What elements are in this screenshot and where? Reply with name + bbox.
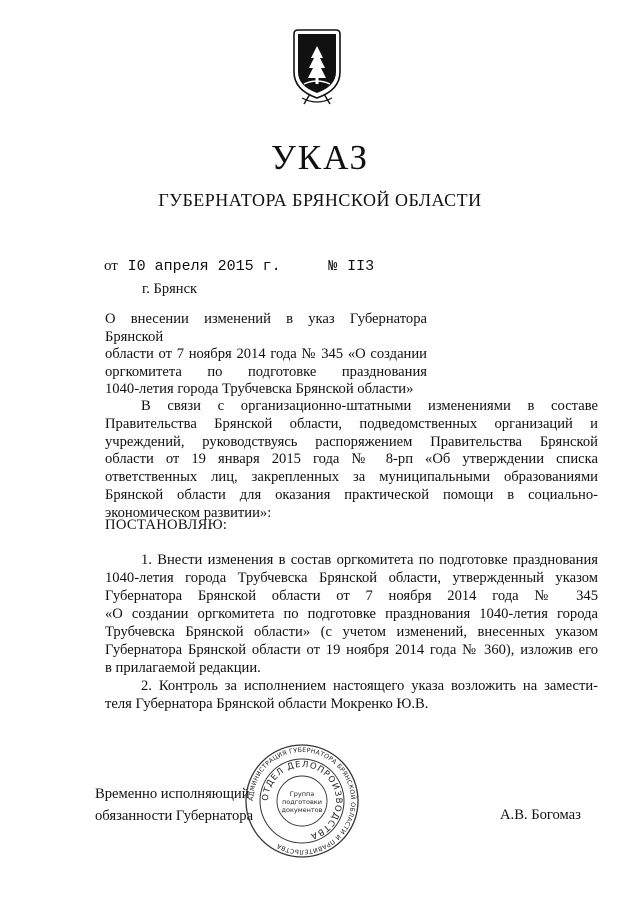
item-line: Губернатора Брянской области от 7 ноября 2014 года № 345 (105, 588, 598, 604)
position-line: обязанности Губернатора (95, 808, 254, 824)
document-subtitle: ГУБЕРНАТОРА БРЯНСКОЙ ОБЛАСТИ (158, 190, 482, 210)
preamble-line: В связи с организационно-штатными изменениями в составе (141, 398, 598, 414)
preamble-paragraph (105, 398, 598, 523)
preamble-line: экономическом развитии»: (105, 504, 272, 521)
subject-line: О внесении изменений в указ Губернатора Брянской (105, 311, 427, 345)
stamp-outer-text: АДМИНИСТРАЦИЯ ГУБЕРНАТОРА БРЯНСКОЙ ОБЛАСТИ И ПРАВИТЕЛЬСТВА (247, 746, 357, 856)
stamp-center-line: документов (281, 806, 323, 814)
item-line: в прилагаемой редакции. (105, 660, 261, 676)
item-line: Трубчевска Брянской области» (с учетом изменений, внесенных указом (105, 624, 598, 640)
date-prefix: от (104, 258, 118, 274)
preamble-line: Брянской области для оказания практической помощи в социально- (105, 486, 598, 503)
decree-word: ПОСТАНОВЛЯЮ: (105, 517, 228, 533)
item-line: «О создании оргкомитета по подготовке празднования 1040-летия города (105, 606, 598, 622)
item-line: 2. Контроль за исполнением настоящего указа возложить на замести- (141, 678, 598, 694)
stamp-center-line: Группа (289, 790, 315, 798)
position-line: Временно исполняющий (95, 786, 250, 802)
item-line: теля Губернатора Брянской области Мокренко Ю.В. (105, 696, 429, 712)
signatory-position (95, 783, 253, 827)
stamp-middle-text: ОТДЕЛ ДЕЛОПРОИЗВОДСТВА (260, 759, 344, 841)
preamble-line: ответственных лиц, закрепленных за муниципальными образованиями (105, 469, 598, 486)
number-label: № (328, 258, 338, 275)
preamble-line: области от 19 января 2015 года № 8-рп «Об утверждении списка (105, 451, 598, 468)
signatory-name: А.В. Богомаз (500, 807, 581, 823)
stamp-center-line: подготовки (282, 798, 322, 806)
date-value: I0 апреля 2015 г. (127, 258, 281, 275)
item-line: Губернатора Брянской области от 19 ноября 2014 года № 360), изложив его (105, 642, 598, 658)
subject-line: области от 7 ноября 2014 года № 345 «О создании (105, 346, 427, 362)
subject-line: 1040-летия города Трубчевска Брянской области» (105, 381, 414, 397)
bryansk-coat-of-arms-icon (290, 28, 344, 106)
preamble-line: Правительства Брянской области, подведомственных организаций и (105, 415, 598, 432)
item-line: 1. Внести изменения в состав оргкомитета по подготовке празднования (141, 552, 598, 568)
subject-line: оргкомитета по подготовке празднования (105, 363, 427, 380)
number-value: II3 (347, 258, 375, 275)
date-line (104, 258, 374, 275)
document-title: УКАЗ (270, 138, 370, 177)
city: г. Брянск (142, 281, 198, 297)
subject-block (105, 311, 427, 399)
item-line: 1040-летия города Трубчевска Брянской области, утвержденный указом (105, 570, 598, 586)
preamble-line: учреждений, руководствуясь распоряжением Правительства Брянской (105, 433, 598, 450)
official-stamp-icon (244, 743, 360, 859)
decree-items (105, 551, 598, 713)
